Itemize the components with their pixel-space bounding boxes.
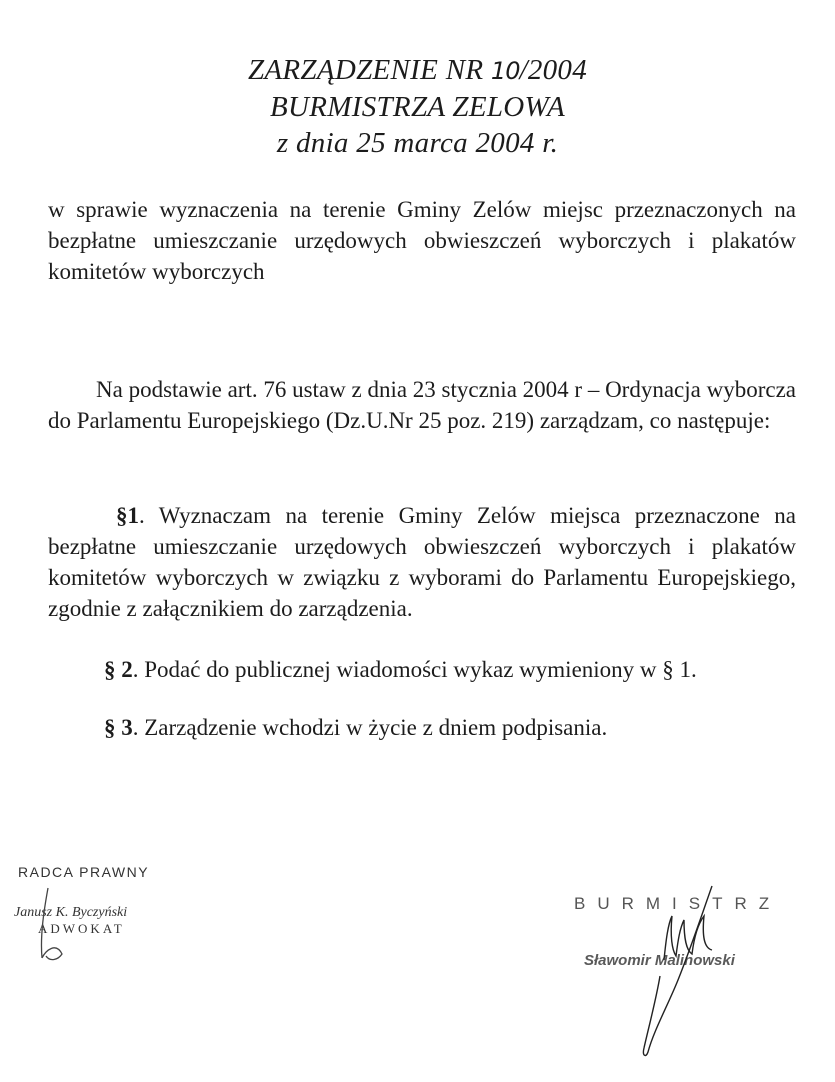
document-header xyxy=(0,52,835,161)
section-2-text: . Podać do publicznej wiadomości wykaz wymieniony w § 1. xyxy=(132,657,697,682)
legal-counsel-stamp-title: RADCA PRAWNY xyxy=(18,864,150,880)
authority-line: BURMISTRZA ZELOWA xyxy=(270,91,565,123)
section-1-text: . Wyznaczam na terenie Gminy Zelów miejsca przeznaczone na bezpłatne umieszczanie urzędowych obwieszczeń wyborczych i plakatów komitetów wyborczych w związku z wyborami do Parlamentu Europejskiego, zgodnie z załącznikiem do zarządzenia. xyxy=(48,503,796,621)
section-3 xyxy=(104,712,804,743)
mayor-signature xyxy=(620,880,750,1060)
mayor-name: Sławomir Malinowski xyxy=(584,952,735,969)
section-3-mark: § 3 xyxy=(104,715,133,740)
title-prefix: ZARZĄDZENIE NR xyxy=(247,54,491,86)
legal-counsel-signature xyxy=(28,880,108,970)
legal-counsel-role: ADWOKAT xyxy=(38,921,125,936)
title-suffix: /2004 xyxy=(519,54,588,86)
legal-basis-paragraph: Na podstawie art. 76 ustaw z dnia 23 stycznia 2004 r – Ordynacja wyborcza do Parlamentu Europejskiego (Dz.U.Nr 25 poz. 219) zarządzam, co następuje: xyxy=(48,377,796,433)
section-3-text: . Zarządzenie wchodzi w życie z dniem podpisania. xyxy=(132,715,608,740)
mayor-stamp-title: BURMISTRZ xyxy=(574,894,782,913)
date-line: z dnia 25 marca 2004 r. xyxy=(276,127,559,159)
subject-paragraph: w sprawie wyznaczenia na terenie Gminy Zelów miejsc przeznaczonych na bezpłatne umieszczanie urzędowych obwieszczeń wyborczych i plakatów komitetów wyborczych xyxy=(48,197,796,284)
section-1-mark: §1 xyxy=(116,503,139,528)
section-2 xyxy=(104,654,804,685)
legal-counsel-name: Janusz K. Byczyński xyxy=(14,905,128,920)
title-line xyxy=(0,52,835,89)
handwritten-number: 10 xyxy=(490,57,520,85)
section-2-mark: § 2 xyxy=(104,657,133,682)
section-1 xyxy=(48,500,796,624)
